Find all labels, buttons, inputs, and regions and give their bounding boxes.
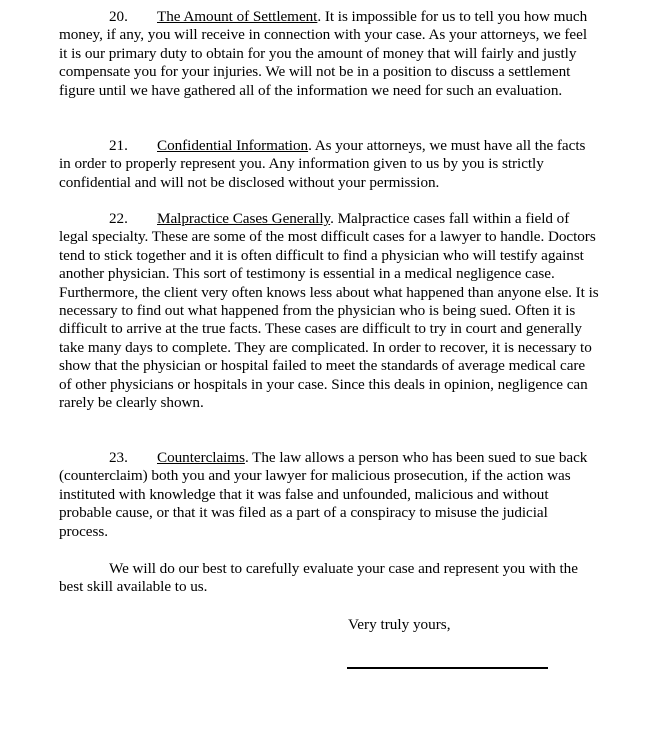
section-body: . It is impossible for us to tell you how much money, if any, you will receive in connection with your case. As your attorneys, we feel it is our primary duty to obtain for you the amount of money that will fairly and justly compensate you for your injuries. We will not be in a position to discuss a settlement figure until we have gathered all of the information we need for such an evaluation. — [59, 8, 588, 99]
section-number: 22. — [109, 210, 128, 227]
section-number: 21. — [109, 137, 128, 154]
section-22 — [59, 210, 599, 412]
section-body: . As your attorneys, we must have all the facts in order to properly represent you. Any information given to us by you is strictly confidential and will not be disclosed without your permission. — [59, 137, 586, 191]
section-body: . The law allows a person who has been sued to sue back (counterclaim) both you and your lawyer for malicious prosecution, if the action was instituted with knowledge that it was false and unfounded, malicious and without probable cause, or that it was filed as a part of a conspiracy to misuse the judicial process. — [59, 449, 588, 540]
section-21 — [59, 137, 599, 192]
valediction: Very truly yours, — [348, 616, 451, 633]
closing-text: We will do our best to carefully evaluate your case and represent you with the best skill available to us. — [59, 560, 578, 596]
section-number: 23. — [109, 449, 128, 466]
section-heading: The Amount of Settlement — [157, 8, 318, 25]
section-heading: Confidential Information — [157, 137, 309, 154]
section-heading: Counterclaims — [157, 449, 245, 466]
section-heading: Malpractice Cases Generally — [157, 210, 331, 227]
section-body: . Malpractice cases fall within a field of legal specialty. These are some of the most difficult cases for a lawyer to handle. Doctors tend to stick together and it is often difficult to find a physician who will testify against another physician. This sort of testimony is essential in a medical negligence case. Furthermore, the client very often knows less about what happened than anyone else. It is necessary to find out what happened from the physician who is being sued. Often it is difficult to arrive at the true facts. These cases are difficult to try in court and generally take many days to complete. They are complicated. In order to recover, it is necessary to show that the physician or hospital failed to meet the standards of average medical care of other physicians or hospitals in your case. Since this deals in opinion, negligence can rarely be clearly shown. — [59, 210, 599, 412]
section-23 — [59, 449, 599, 541]
closing-paragraph — [59, 560, 599, 597]
section-20 — [59, 8, 599, 100]
signature-line — [347, 667, 548, 669]
section-number: 20. — [109, 8, 128, 25]
